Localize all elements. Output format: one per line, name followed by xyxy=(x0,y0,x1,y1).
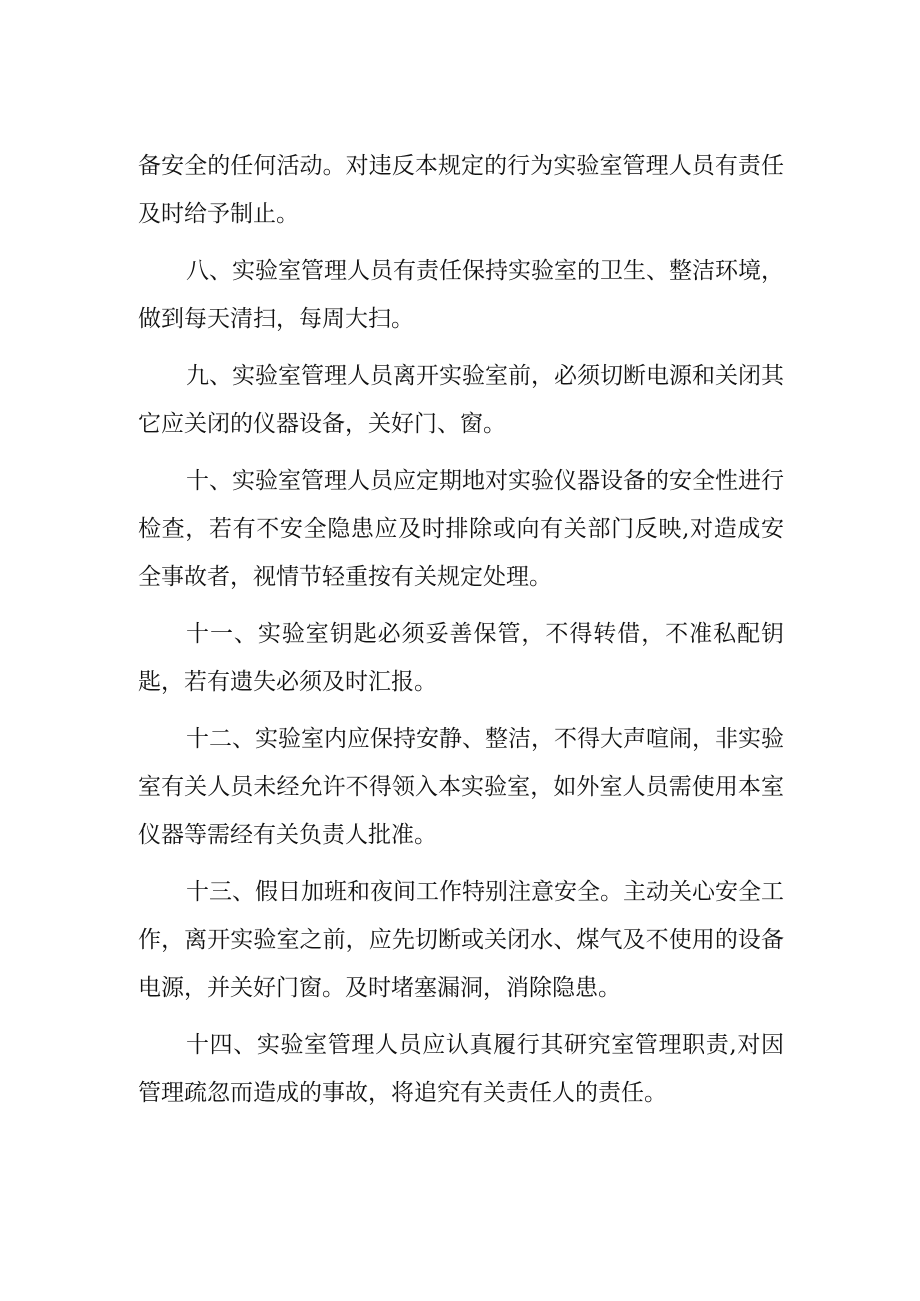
paragraph-continuation: 备安全的任何活动。对违反本规定的行为实验室管理人员有责任及时给予制止。 xyxy=(138,153,784,227)
document-body xyxy=(138,142,784,1126)
paragraph-item-14: 十四、实验室管理人员应认真履行其研究室管理职责,对因管理疏忽而造成的事故，将追究有关责任人的责任。 xyxy=(138,1032,784,1106)
paragraph-item-9: 九、实验室管理人员离开实验室前，必须切断电源和关闭其它应关闭的仪器设备，关好门、窗。 xyxy=(138,363,784,437)
paragraph-item-13: 十三、假日加班和夜间工作特别注意安全。主动关心安全工作，离开实验室之前，应先切断或关闭水、煤气及不使用的设备电源，并关好门窗。及时堵塞漏洞，消除隐患。 xyxy=(138,879,784,1001)
paragraph-item-8: 八、实验室管理人员有责任保持实验室的卫生、整洁环境，做到每天清扫，每周大扫。 xyxy=(138,258,784,332)
paragraph-item-12: 十二、实验室内应保持安静、整洁，不得大声喧闹，非实验室有关人员未经允许不得领入本实验室，如外室人员需使用本室仪器等需经有关负责人批准。 xyxy=(138,726,784,848)
paragraph-item-10: 十、实验室管理人员应定期地对实验仪器设备的安全性进行检查，若有不安全隐患应及时排除或向有关部门反映,对造成安全事故者，视情节轻重按有关规定处理。 xyxy=(138,468,784,590)
paragraph-item-11: 十一、实验室钥匙必须妥善保管，不得转借，不准私配钥匙，若有遗失必须及时汇报。 xyxy=(138,621,784,695)
